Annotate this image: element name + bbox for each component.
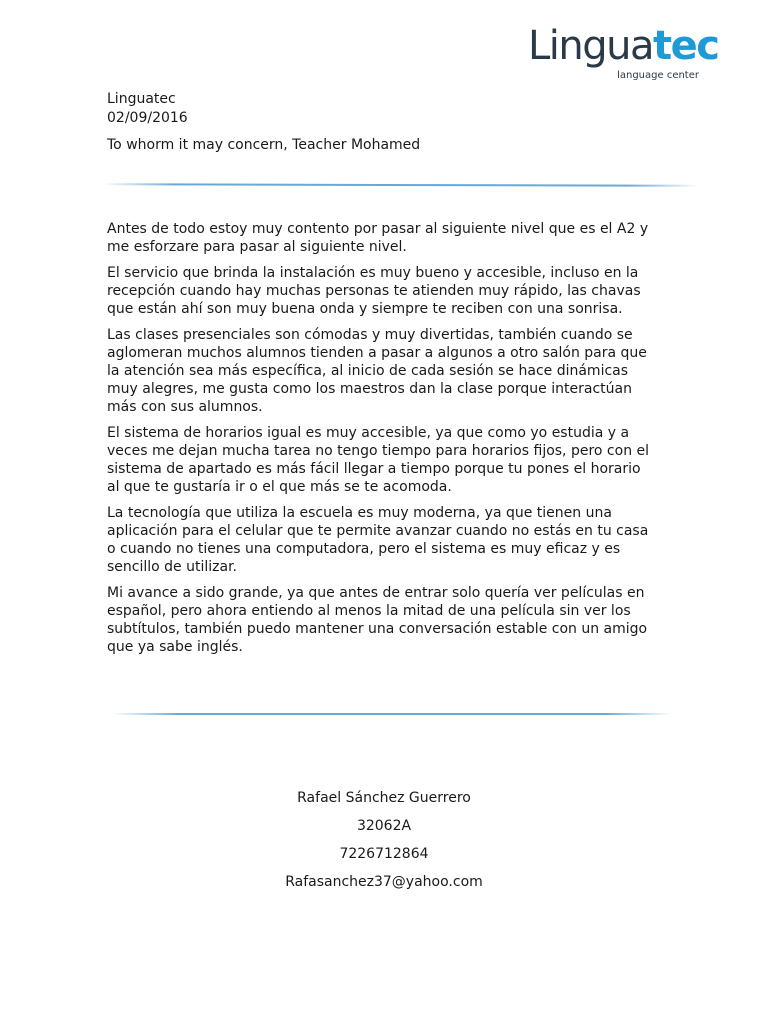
signature-id: 32062A (356, 818, 412, 834)
paragraph: La tecnología que utiliza la escuela es muy moderna, ya que tienen una aplicación para el celular que te permite avanzar cuando no estás en tu casa o cuando no tienes una computadora, pero el sistema es muy eficaz y es sencillo de utilizar. (107, 505, 649, 575)
linguatec-logo (528, 22, 719, 84)
sender-org: Linguatec (107, 91, 176, 107)
signature-name: Rafael Sánchez Guerrero (297, 790, 471, 806)
logo-wordmark: Linguatec (528, 23, 719, 69)
paragraph: Antes de todo estoy muy contento por pasar al siguiente nivel que es el A2 y me esforzare para pasar al siguiente nivel. (107, 221, 649, 255)
paragraph: Las clases presenciales son cómodas y muy divertidas, también cuando se aglomeran muchos alumnos tienden a pasar a algunos a otro salón para que la atención sea más específica, al inicio de cada sesión se hace dinámicas muy alegres, me gusta como los maestros dan la clase porque interactúan más con sus alumnos. (107, 327, 647, 415)
signature-phone: 7226712864 (339, 846, 429, 862)
signature-email: Rafasanchez37@yahoo.com (285, 874, 483, 890)
letter-header (107, 90, 188, 128)
logo-tagline: language center (617, 70, 699, 81)
paragraph: El sistema de horarios igual es muy accesible, ya que como yo estudia y a veces me dejan mucha tarea no tengo tiempo para horarios fijos, pero con el sistema de apartado es más fácil llegar a tiempo porque tu pones el horario al que te gustaría ir o el que más se te acomoda. (107, 425, 650, 495)
letter-date: 02/09/2016 (107, 110, 188, 126)
paragraph: El servicio que brinda la instalación es muy bueno y accesible, incluso en la recepción cuando hay muchas personas te atienden muy rápido, las chavas que están ahí son muy buena onda y siempre te reciben con una sonrisa. (107, 265, 641, 317)
paragraph: Mi avance a sido grande, ya que antes de entrar solo quería ver películas en español, pero ahora entiendo al menos la mitad de una película sin ver los subtítulos, también puedo mantener una conversación estable con un amigo que ya sabe inglés. (107, 585, 648, 655)
bottom-divider (112, 713, 672, 715)
recipient-line: To whorm it may concern, Teacher Mohamed (107, 137, 421, 153)
signature-block (0, 784, 768, 896)
letter-body (107, 220, 657, 664)
top-divider (103, 183, 699, 187)
